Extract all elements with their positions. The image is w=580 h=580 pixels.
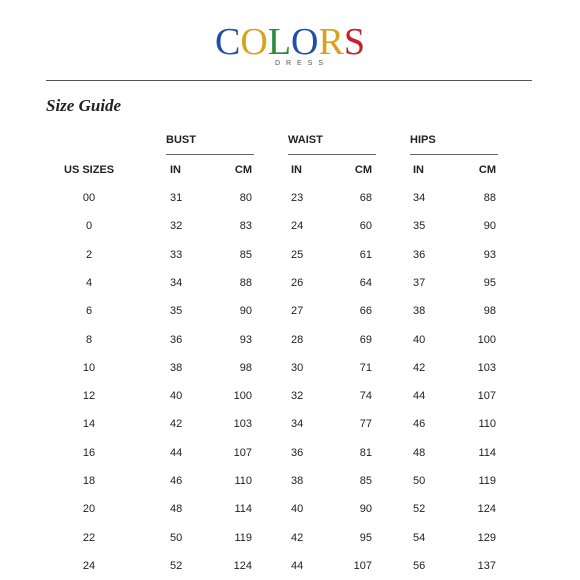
cell-bust-in: 33 — [170, 248, 183, 261]
cell-hips-cm: 103 — [477, 361, 496, 374]
cell-waist-cm: 64 — [359, 276, 372, 289]
cell-bust-in: 31 — [170, 192, 183, 204]
cell-us-size: 18 — [82, 475, 96, 487]
cell-hips-in: 37 — [413, 276, 426, 289]
cell-us-size: 20 — [82, 503, 96, 516]
cell-hips-cm: 129 — [477, 531, 496, 544]
cell-hips-cm: 110 — [478, 418, 496, 431]
cell-waist-in: 23 — [291, 192, 304, 204]
cell-hips-cm: 95 — [483, 276, 496, 289]
cell-bust-cm: 80 — [239, 192, 252, 204]
cell-bust-in: 52 — [170, 559, 183, 572]
cell-us-size: 2 — [85, 248, 93, 261]
group-underline-waist — [288, 154, 376, 155]
column-header-hips-cm: CM — [478, 164, 496, 176]
cell-us-size: 4 — [85, 276, 93, 289]
cell-waist-in: 40 — [291, 503, 304, 516]
cell-bust-in: 46 — [170, 475, 183, 487]
cell-bust-in: 36 — [170, 333, 183, 346]
cell-us-size: 22 — [82, 531, 96, 544]
cell-hips-in: 42 — [413, 361, 426, 374]
cell-bust-cm: 98 — [239, 361, 252, 374]
cell-waist-cm: 90 — [359, 503, 372, 516]
cell-hips-cm: 100 — [477, 333, 496, 346]
cell-bust-cm: 114 — [234, 503, 252, 516]
cell-hips-in: 54 — [413, 531, 426, 544]
group-header-bust: BUST — [166, 134, 196, 146]
cell-waist-cm: 71 — [359, 361, 372, 374]
column-header-hips-in: IN — [413, 164, 424, 176]
cell-bust-in: 48 — [170, 503, 183, 516]
group-underline-hips — [410, 154, 498, 155]
cell-hips-in: 56 — [413, 559, 426, 572]
cell-waist-in: 30 — [291, 361, 304, 374]
cell-us-size: 12 — [82, 390, 96, 403]
column-header-waist-cm: CM — [354, 164, 372, 176]
cell-bust-cm: 124 — [233, 559, 252, 572]
cell-us-size: 14 — [82, 418, 96, 431]
cell-hips-cm: 137 — [477, 559, 496, 572]
cell-bust-cm: 83 — [239, 220, 252, 233]
column-header-bust-in: IN — [170, 164, 181, 176]
cell-waist-cm: 69 — [359, 333, 372, 346]
cell-bust-cm: 110 — [234, 475, 252, 487]
cell-hips-in: 46 — [413, 418, 426, 431]
cell-bust-cm: 107 — [233, 446, 252, 459]
cell-bust-in: 40 — [170, 390, 183, 403]
cell-bust-in: 32 — [170, 220, 183, 233]
group-underline-bust — [166, 154, 254, 155]
cell-bust-cm: 100 — [233, 390, 252, 403]
cell-hips-in: 34 — [413, 192, 426, 204]
logo-letter: L — [267, 21, 292, 63]
logo-letter: O — [291, 21, 319, 63]
group-header-hips: HIPS — [410, 134, 436, 146]
cell-us-size: 00 — [82, 192, 96, 204]
cell-waist-in: 36 — [291, 446, 304, 459]
cell-bust-in: 44 — [170, 446, 183, 459]
logo-letter: S — [343, 21, 365, 63]
cell-bust-cm: 90 — [239, 305, 252, 318]
cell-bust-cm: 119 — [234, 531, 252, 544]
cell-hips-in: 44 — [413, 390, 426, 403]
cell-us-size: 24 — [82, 559, 96, 572]
logo-letter: R — [318, 21, 344, 63]
cell-bust-in: 42 — [170, 418, 183, 431]
cell-hips-cm: 114 — [478, 446, 496, 459]
cell-hips-in: 52 — [413, 503, 426, 516]
logo-wordmark — [0, 22, 580, 62]
cell-waist-in: 25 — [291, 248, 304, 261]
cell-hips-in: 35 — [413, 220, 426, 233]
column-header-waist-in: IN — [291, 164, 302, 176]
cell-waist-in: 26 — [291, 276, 304, 289]
cell-waist-cm: 81 — [359, 446, 372, 459]
brand-logo — [0, 22, 580, 67]
cell-waist-cm: 68 — [359, 192, 372, 204]
cell-us-size: 10 — [82, 361, 96, 374]
cell-waist-in: 32 — [291, 390, 304, 403]
cell-bust-in: 34 — [170, 276, 183, 289]
cell-waist-cm: 60 — [359, 220, 372, 233]
cell-waist-in: 34 — [291, 418, 304, 431]
cell-waist-cm: 77 — [359, 418, 372, 431]
cell-hips-cm: 98 — [483, 305, 496, 318]
cell-bust-in: 35 — [170, 305, 183, 318]
cell-us-size: 16 — [82, 446, 96, 459]
header-divider — [46, 80, 532, 81]
cell-hips-in: 48 — [413, 446, 426, 459]
cell-waist-cm: 74 — [359, 390, 372, 403]
cell-us-size: 8 — [85, 333, 93, 346]
cell-hips-cm: 124 — [477, 503, 496, 516]
cell-waist-cm: 66 — [359, 305, 372, 318]
cell-bust-in: 38 — [170, 361, 183, 374]
cell-waist-in: 38 — [291, 475, 304, 487]
cell-hips-in: 40 — [413, 333, 426, 346]
cell-bust-cm: 88 — [239, 276, 252, 289]
logo-letter: O — [240, 21, 268, 63]
cell-waist-in: 27 — [291, 305, 304, 318]
cell-bust-cm: 103 — [233, 418, 252, 431]
column-header-bust-cm: CM — [234, 164, 252, 176]
cell-us-size: 0 — [85, 220, 93, 233]
cell-waist-cm: 95 — [359, 531, 372, 544]
cell-us-size: 6 — [85, 305, 93, 318]
cell-bust-in: 50 — [170, 531, 183, 544]
column-header-us-sizes: US SIZES — [64, 164, 115, 176]
cell-hips-in: 38 — [413, 305, 426, 318]
cell-hips-cm: 119 — [478, 475, 496, 487]
cell-waist-cm: 61 — [359, 248, 372, 261]
logo-letter: C — [215, 21, 241, 63]
cell-waist-cm: 107 — [353, 559, 372, 572]
group-header-waist: WAIST — [288, 134, 323, 146]
cell-hips-cm: 88 — [483, 192, 496, 204]
cell-bust-cm: 85 — [239, 248, 252, 261]
cell-hips-cm: 90 — [483, 220, 496, 233]
cell-hips-cm: 107 — [477, 390, 496, 403]
cell-hips-in: 50 — [413, 475, 426, 487]
cell-waist-cm: 85 — [359, 475, 372, 487]
logo-subtitle: DRESS — [274, 60, 330, 67]
cell-hips-cm: 93 — [483, 248, 496, 261]
page-title: Size Guide — [46, 96, 122, 115]
cell-waist-in: 42 — [291, 531, 304, 544]
cell-waist-in: 28 — [291, 333, 304, 346]
cell-bust-cm: 93 — [239, 333, 252, 346]
cell-waist-in: 24 — [291, 220, 304, 233]
cell-waist-in: 44 — [291, 559, 304, 572]
cell-hips-in: 36 — [413, 248, 426, 261]
